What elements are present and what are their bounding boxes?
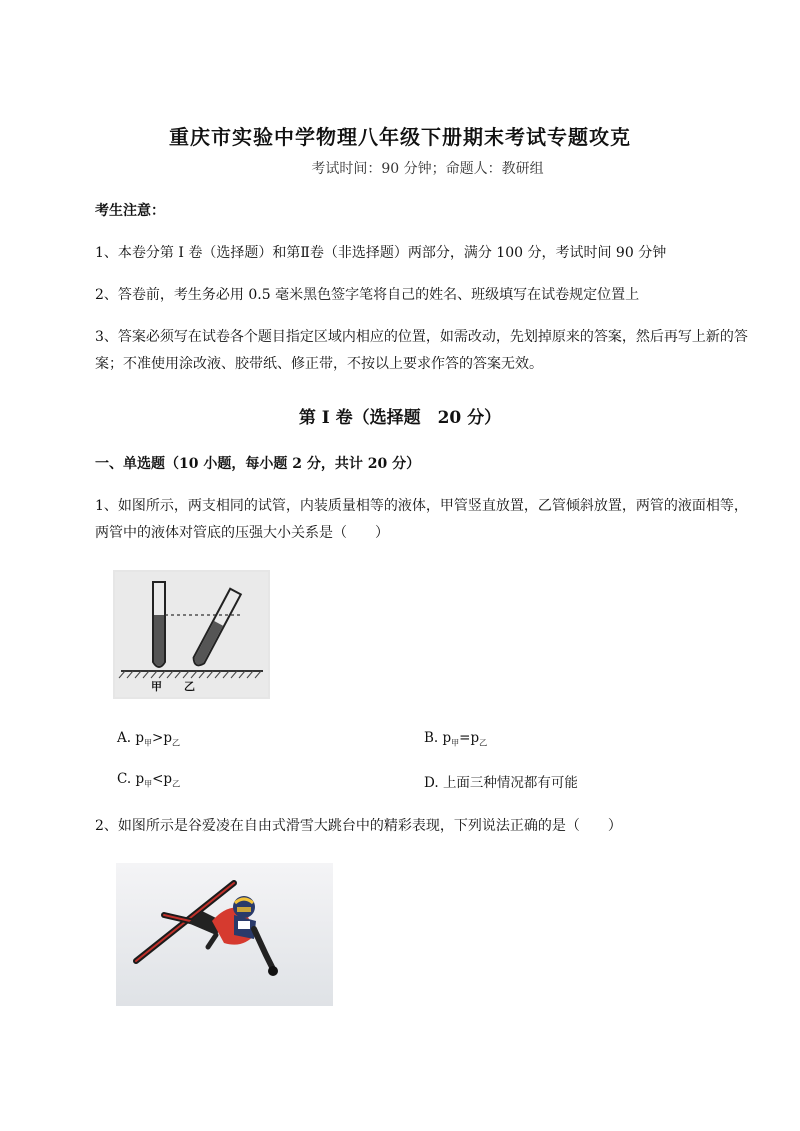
option-c[interactable]: C. $p_甲<p_乙$ (117, 771, 181, 789)
notice-heading: 考生注意： (95, 203, 165, 219)
document-title: 重庆市实验中学物理八年级下册期末考试专题攻克 (169, 125, 631, 149)
figure-label-jia: 甲 (151, 680, 162, 693)
question-2-stem: 2、如图所示是谷爱凌在自由式滑雪大跳台中的精彩表现，下列说法正确的是（ ） (95, 818, 622, 834)
notice-item-2: 2、答卷前，考生务必用 0.5 毫米黑色签字笔将自己的姓名、班级填写在试卷规定位置上 (95, 287, 640, 303)
section-title: 第 I 卷（选择题 20 分） (298, 408, 502, 428)
option-b[interactable]: B. $p_甲=p_乙$ (424, 730, 488, 748)
option-a[interactable]: A. $p_甲>p_乙$ (117, 730, 180, 748)
figure-label-yi: 乙 (184, 680, 195, 693)
test-tube-figure (113, 570, 270, 699)
skier-photo (116, 863, 333, 1006)
part-heading: 一、单选题（10 小题，每小题 2 分，共计 20 分） (95, 456, 421, 472)
notice-item-3: 3、答案必须写在试卷各个题目指定区域内相应的位置，如需改动，先划掉原来的答案，然后再写上新的答案；不准使用涂改液、胶带纸、修正带，不按以上要求作答的答案无效。 (95, 329, 748, 372)
document-subtitle: 考试时间：90 分钟；命题人：教研组 (311, 161, 544, 177)
question-1-stem: 1、如图所示，两支相同的试管，内装质量相等的液体，甲管竖直放置，乙管倾斜放置，两管的液面相等，两管中的液体对管底的压强大小关系是（ ） (95, 498, 748, 541)
notice-item-1: 1、本卷分第 I 卷（选择题）和第Ⅱ卷（非选择题）两部分，满分 100 分，考试时间 90 分钟 (95, 245, 667, 261)
option-d[interactable]: D. 上面三种情况都有可能 (424, 775, 578, 791)
